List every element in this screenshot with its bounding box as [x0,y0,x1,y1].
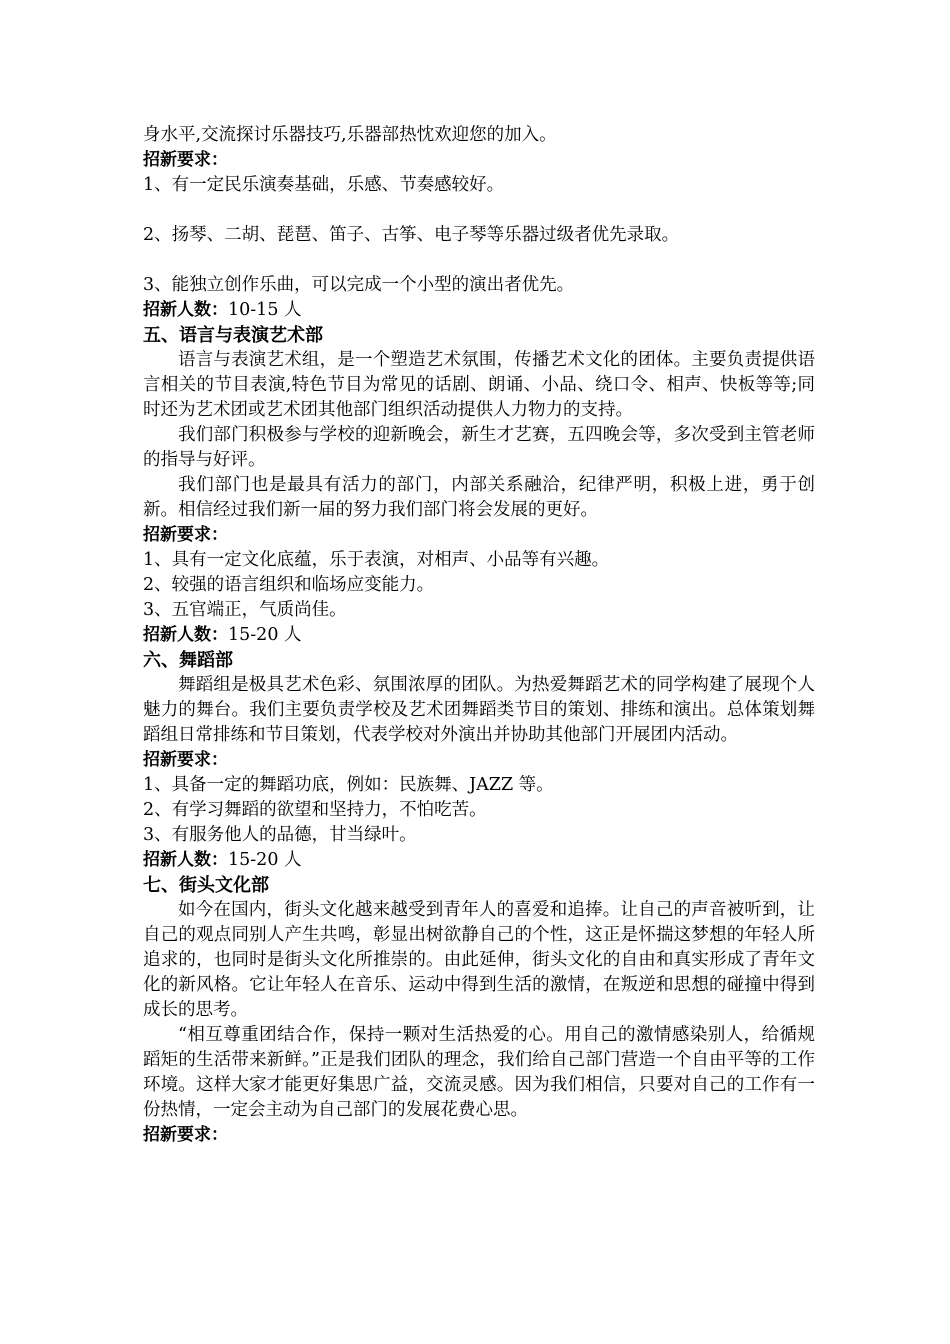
music-section [143,148,815,323]
language-paragraph-1: 语言与表演艺术组，是一个塑造艺术氛围，传播艺术文化的团体。主要负责提供语言相关的节目表演,特色节目为常见的话剧、朗诵、小品、绕口令、相声、快板等等;同时还为艺术团或艺术团其他部门组织活动提供人力物力的支持。 [143,350,815,420]
music-count-value: 10-15 人 [228,300,302,320]
language-paragraph-2: 我们部门积极参与学校的迎新晚会，新生才艺赛，五四晚会等，多次受到主管老师的指导与好评。 [143,425,815,470]
dance-section [143,648,815,873]
language-count-label: 招新人数： [143,625,228,645]
dance-requirement-1: 1、具备一定的舞蹈功底，例如：民族舞、JAZZ 等。 [143,775,554,795]
language-requirement-1: 1、具有一定文化底蕴，乐于表演，对相声、小品等有兴趣。 [143,550,610,570]
dance-count-label: 招新人数： [143,850,228,870]
dance-heading: 六、舞蹈部 [143,650,233,671]
street-requirements-label: 招新要求： [143,1125,228,1145]
intro-tail-text: 身水平,交流探讨乐器技巧,乐器部热忱欢迎您的加入。 [143,125,557,145]
music-requirements-label: 招新要求： [143,150,228,170]
language-requirement-3: 3、五官端正，气质尚佳。 [143,600,347,620]
language-count-value: 15-20 人 [228,625,302,645]
language-section [143,323,815,648]
document-page [143,123,815,1148]
dance-requirement-3: 3、有服务他人的品德，甘当绿叶。 [143,825,417,845]
language-requirement-2: 2、较强的语言组织和临场应变能力。 [143,575,435,595]
language-paragraph-3: 我们部门也是最具有活力的部门，内部关系融洽，纪律严明，积极上进，勇于创新。相信经过我们新一届的努力我们部门将会发展的更好。 [143,475,815,520]
street-section [143,873,815,1148]
street-heading: 七、街头文化部 [143,875,269,896]
dance-requirement-2: 2、有学习舞蹈的欲望和坚持力，不怕吃苦。 [143,800,487,820]
dance-recruit-count [143,848,815,873]
music-requirement-3: 3、能独立创作乐曲，可以完成一个小型的演出者优先。 [143,275,575,295]
dance-requirements-label: 招新要求： [143,750,228,770]
language-requirements-label: 招新要求： [143,525,228,545]
music-recruit-count [143,298,815,323]
street-paragraph-2: “相互尊重团结合作，保持一颗对生活热爱的心。用自己的激情感染别人，给循规蹈矩的生活带来新鲜。”正是我们团队的理念，我们给自己部门营造一个自由平等的工作环境。这样大家才能更好集思广益，交流灵感。因为我们相信，只要对自己的工作有一份热情，一定会主动为自己部门的发展花费心思。 [143,1025,815,1120]
music-requirement-1: 1、有一定民乐演奏基础，乐感、节奏感较好。 [143,175,505,195]
dance-paragraph-1: 舞蹈组是极具艺术色彩、氛围浓厚的团队。为热爱舞蹈艺术的同学构建了展现个人魅力的舞台。我们主要负责学校及艺术团舞蹈类节目的策划、排练和演出。总体策划舞蹈组日常排练和节目策划，代表学校对外演出并协助其他部门开展团内活动。 [143,675,815,745]
language-heading: 五、语言与表演艺术部 [143,325,323,346]
dance-count-value: 15-20 人 [228,850,302,870]
spacer [143,248,815,273]
music-requirement-2: 2、扬琴、二胡、琵琶、笛子、古筝、电子琴等乐器过级者优先录取。 [143,225,680,245]
language-recruit-count [143,623,815,648]
spacer [143,198,815,223]
street-paragraph-1: 如今在国内，街头文化越来越受到青年人的喜爱和追捧。让自己的声音被听到，让自己的观点同别人产生共鸣，彰显出树欲静自己的个性，这正是怀揣这梦想的年轻人所追求的，也同时是街头文化所推崇的。由此延伸，街头文化的自由和真实形成了青年文化的新风格。它让年轻人在音乐、运动中得到生活的激情，在叛逆和思想的碰撞中得到成长的思考。 [143,900,815,1020]
music-count-label: 招新人数： [143,300,228,320]
